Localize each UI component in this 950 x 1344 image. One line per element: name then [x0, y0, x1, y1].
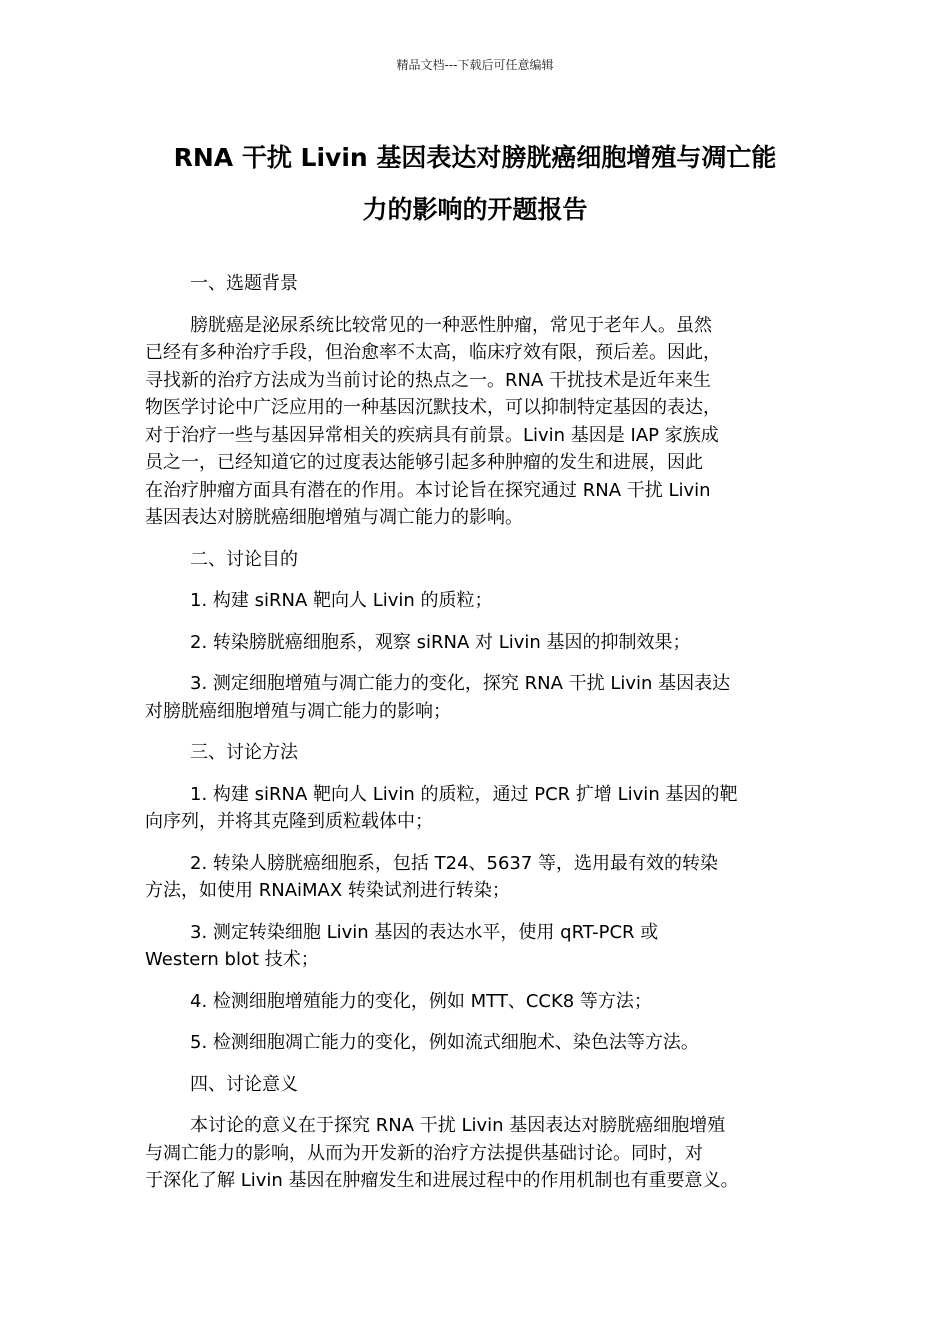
paragraph-line: 向序列，并将其克隆到质粒载体中； [145, 811, 433, 832]
paragraph-line: 对于治疗一些与基因异常相关的疾病具有前景。Livin 基因是 IAP 家族成 [145, 424, 719, 446]
paragraph-line: 四、讨论意义 [190, 1073, 298, 1095]
paragraph-line: 与凋亡能力的影响，从而为开发新的治疗方法提供基础讨论。同时，对 [145, 1142, 703, 1164]
paragraph [145, 1112, 810, 1195]
paragraph-line: 3. 测定细胞增殖与凋亡能力的变化，探究 RNA 干扰 Livin 基因表达 [190, 673, 731, 694]
paragraph-line: 三、讨论方法 [190, 742, 298, 763]
paragraph [145, 850, 810, 905]
paragraph [145, 781, 810, 836]
paragraph [145, 670, 810, 725]
title-line: 力的影响的开题报告 [362, 195, 588, 224]
paragraph-line: 基因表达对膀胱癌细胞增殖与凋亡能力的影响。 [145, 507, 523, 528]
document-body [145, 270, 810, 1209]
paragraph-line: 在治疗肿瘤方面具有潜在的作用。本讨论旨在探究通过 RNA 干扰 Livin [145, 479, 711, 501]
paragraph-line: 2. 转染人膀胱癌细胞系，包括 T24、5637 等，选用最有效的转染 [190, 852, 719, 874]
paragraph [145, 988, 810, 1016]
paragraph-line: 寻找新的治疗方法成为当前讨论的热点之一。RNA 干扰技术是近年来生 [145, 369, 712, 391]
paragraph-line: 二、讨论目的 [190, 548, 298, 570]
paragraph-line: 4. 检测细胞增殖能力的变化，例如 MTT、CCK8 等方法； [190, 990, 652, 1012]
paragraph-line: 对膀胱癌细胞增殖与凋亡能力的影响； [145, 700, 451, 722]
paragraph-line: 膀胱癌是泌尿系统比较常见的一种恶性肿瘤，常见于老年人。虽然 [190, 314, 712, 336]
paragraph-line: 员之一，已经知道它的过度表达能够引起多种肿瘤的发生和进展，因此 [145, 452, 703, 473]
paragraph-line: 1. 构建 siRNA 靶向人 Livin 的质粒，通过 PCR 扩增 Livin 基因的靶 [190, 783, 738, 805]
paragraph [145, 546, 810, 574]
paragraph-line: 一、选题背景 [190, 273, 298, 294]
document-title [140, 132, 810, 236]
paragraph-line: Western blot 技术； [145, 949, 319, 970]
paragraph-line: 物医学讨论中广泛应用的一种基因沉默技术，可以抑制特定基因的表达， [145, 397, 721, 418]
paragraph [145, 739, 810, 767]
paragraph-line: 已经有多种治疗手段，但治愈率不太高，临床疗效有限，预后差。因此， [145, 342, 721, 363]
page-header: 精品文档---下载后可任意编辑 [396, 58, 554, 72]
paragraph [145, 270, 810, 298]
paragraph-line: 于深化了解 Livin 基因在肿瘤发生和进展过程中的作用机制也有重要意义。 [145, 1170, 739, 1191]
paragraph-line: 方法，如使用 RNAiMAX 转染试剂进行转染； [145, 880, 510, 901]
paragraph [145, 587, 810, 615]
paragraph [145, 919, 810, 974]
title-line: RNA 干扰 Livin 基因表达对膀胱癌细胞增殖与凋亡能 [173, 143, 777, 172]
paragraph [145, 629, 810, 657]
paragraph-line: 1. 构建 siRNA 靶向人 Livin 的质粒； [190, 590, 493, 611]
paragraph [145, 312, 810, 532]
paragraph [145, 1029, 810, 1057]
paragraph-line: 5. 检测细胞凋亡能力的变化，例如流式细胞术、染色法等方法。 [190, 1032, 699, 1053]
paragraph-line: 2. 转染膀胱癌细胞系，观察 siRNA 对 Livin 基因的抑制效果； [190, 631, 691, 653]
paragraph-line: 3. 测定转染细胞 Livin 基因的表达水平，使用 qRT-PCR 或 [190, 921, 659, 943]
paragraph-line: 本讨论的意义在于探究 RNA 干扰 Livin 基因表达对膀胱癌细胞增殖 [190, 1115, 726, 1136]
paragraph [145, 1071, 810, 1099]
